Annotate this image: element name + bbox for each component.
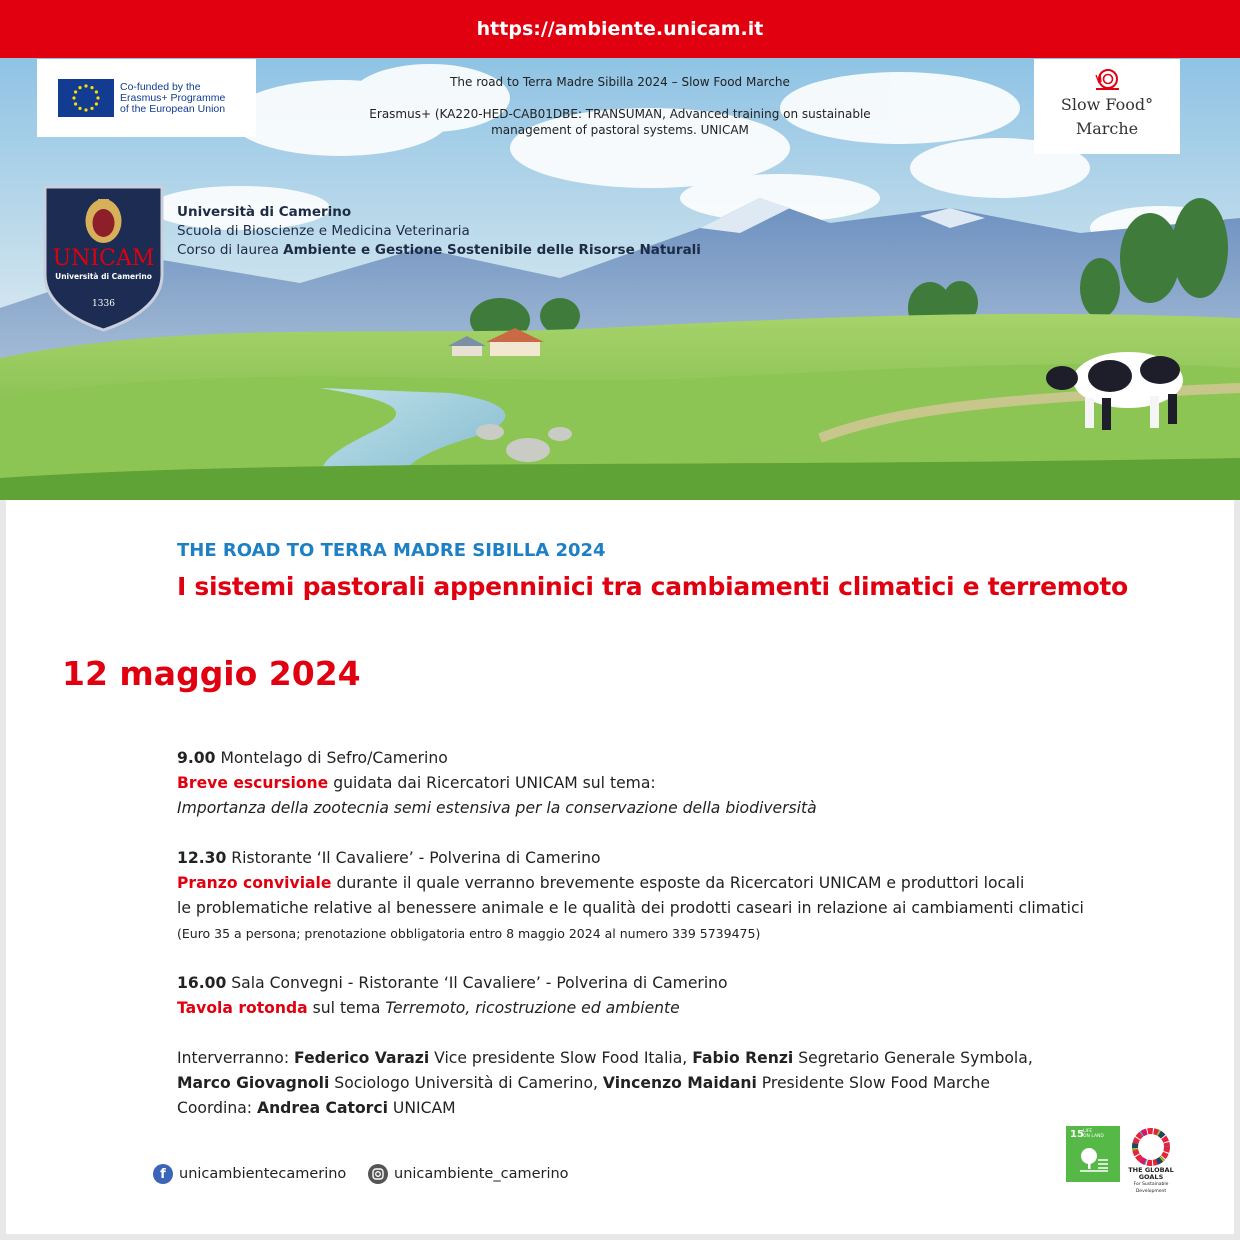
speaker-2-name: Fabio Renzi xyxy=(692,1049,794,1067)
coordinator-label: Coordina: xyxy=(177,1099,257,1117)
global-goals-line-1: THE GLOBAL GOALS xyxy=(1128,1166,1174,1181)
program xyxy=(177,746,1197,1121)
eu-logo-text xyxy=(120,82,225,115)
session-3-highlight: Tavola rotonda xyxy=(177,999,308,1017)
global-goals-text xyxy=(1122,1167,1180,1195)
session-1-place: Montelago di Sefro/Camerino xyxy=(215,749,448,767)
speaker-2-role: Segretario Generale Symbola, xyxy=(793,1049,1033,1067)
speaker-3-role: Sociologo Università di Camerino, xyxy=(329,1074,603,1092)
speakers-line-2 xyxy=(177,1071,1197,1096)
university-name: Università di Camerino xyxy=(177,204,352,220)
tree-icon xyxy=(1078,1146,1110,1174)
slow-food-line-2: Marche xyxy=(1075,119,1139,138)
sdg-label-1: LIFE xyxy=(1083,1129,1093,1134)
program-session-2-line-2 xyxy=(177,871,1197,896)
slow-food-logo xyxy=(1034,59,1180,154)
sdg-15-badge xyxy=(1066,1126,1120,1182)
slow-food-line-1: Slow Food° xyxy=(1060,95,1154,114)
coordinator-name: Andrea Catorci xyxy=(257,1099,388,1117)
facebook-handle: unicambientecamerino xyxy=(179,1166,347,1182)
header-line-1: The road to Terra Madre Sibilla 2024 – Slow Food Marche xyxy=(450,75,790,89)
eu-stars-icon xyxy=(58,79,114,117)
eu-line-1: Co-funded by the xyxy=(120,80,201,93)
speakers-line-1 xyxy=(177,1046,1197,1071)
header-text xyxy=(340,74,900,138)
eu-line-3: of the European Union xyxy=(120,102,226,115)
event-kicker: THE ROAD TO TERRA MADRE SIBILLA 2024 xyxy=(177,540,606,561)
instagram-link[interactable] xyxy=(368,1164,569,1184)
sdg-label xyxy=(1083,1129,1104,1139)
course-prefix: Corso di laurea xyxy=(177,242,284,258)
speaker-4-name: Vincenzo Maidani xyxy=(602,1074,757,1092)
header-line-2: Erasmus+ (KA220-HED-CAB01DBE: TRANSUMAN, Advanced training on sustainable xyxy=(369,107,871,121)
instagram-icon xyxy=(368,1164,388,1184)
session-3-time: 16.00 xyxy=(177,974,227,992)
program-session-3-line-1 xyxy=(177,971,1197,996)
facebook-link[interactable] xyxy=(153,1164,346,1184)
website-link[interactable]: https://ambiente.unicam.it xyxy=(476,18,764,40)
unicam-crest-icon xyxy=(86,199,122,243)
unicam-shield-logo xyxy=(41,183,166,333)
event-date: 12 maggio 2024 xyxy=(62,654,361,693)
session-1-topic: Importanza della zootecnia semi estensiva per la conservazione della biodiversità xyxy=(177,799,817,817)
session-3-text: sul tema xyxy=(307,999,386,1017)
session-2-time: 12.30 xyxy=(177,849,227,867)
shield-name: UNICAM xyxy=(52,246,155,271)
eu-line-2: Erasmus+ Programme xyxy=(120,91,226,104)
slow-food-text xyxy=(1034,93,1180,141)
session-2-note: (Euro 35 a persona; prenotazione obbligatoria entro 8 maggio 2024 al numero 339 5739475) xyxy=(177,926,761,941)
session-1-text: guidata dai Ricercatori UNICAM sul tema: xyxy=(328,774,656,792)
top-url-bar xyxy=(0,0,1240,58)
global-goals-line-2: For Sustainable Development xyxy=(1133,1182,1169,1194)
snail-icon xyxy=(1093,67,1121,91)
course-name: Ambiente e Gestione Sostenibile delle Risorse Naturali xyxy=(283,242,701,258)
university-school: Scuola di Bioscienze e Medicina Veterinaria xyxy=(177,223,470,239)
speaker-3-name: Marco Giovagnoli xyxy=(177,1074,330,1092)
sdg-label-2: ON LAND xyxy=(1083,1134,1104,1139)
program-session-1-line-2 xyxy=(177,771,1197,796)
session-1-highlight: Breve escursione xyxy=(177,774,329,792)
program-session-1-line-1 xyxy=(177,746,1197,771)
eu-flag-icon xyxy=(58,79,114,117)
shield-subtitle: Università di Camerino xyxy=(55,272,152,281)
shield-year: 1336 xyxy=(92,299,115,309)
speaker-1-role: Vice presidente Slow Food Italia, xyxy=(429,1049,693,1067)
program-session-3-line-2 xyxy=(177,996,1197,1021)
session-2-highlight: Pranzo conviviale xyxy=(177,874,332,892)
program-session-1-line-3 xyxy=(177,796,1197,821)
session-3-place: Sala Convegni - Ristorante ‘Il Cavaliere’ - Polverina di Camerino xyxy=(226,974,728,992)
facebook-icon: f xyxy=(153,1164,173,1184)
program-session-2-line-1 xyxy=(177,846,1197,871)
coordinator-org: UNICAM xyxy=(387,1099,456,1117)
session-2-place: Ristorante ‘Il Cavaliere’ - Polverina di Camerino xyxy=(226,849,601,867)
header-line-3: management of pastoral systems. UNICAM xyxy=(491,123,749,137)
session-2-text: durante il quale verranno brevemente esposte da Ricercatori UNICAM e produttori locali xyxy=(331,874,1025,892)
speakers-intro: Interverranno: xyxy=(177,1049,295,1067)
speaker-4-role: Presidente Slow Food Marche xyxy=(756,1074,991,1092)
event-title: I sistemi pastorali appenninici tra cambiamenti climatici e terremoto xyxy=(177,572,1128,601)
university-info xyxy=(177,203,701,260)
program-session-2-line-3: le problematiche relative al benessere animale e le qualità dei prodotti caseari in relazione ai cambiamenti climatici xyxy=(177,899,1084,917)
eu-erasmus-logo xyxy=(37,59,256,137)
speaker-1-name: Federico Varazi xyxy=(294,1049,430,1067)
coordinator-line xyxy=(177,1096,1197,1121)
instagram-handle: unicambiente_camerino xyxy=(394,1166,569,1182)
sdg-number: 15 xyxy=(1070,1129,1084,1140)
session-3-topic: Terremoto, ricostruzione ed ambiente xyxy=(385,999,680,1017)
session-1-time: 9.00 xyxy=(177,749,216,767)
